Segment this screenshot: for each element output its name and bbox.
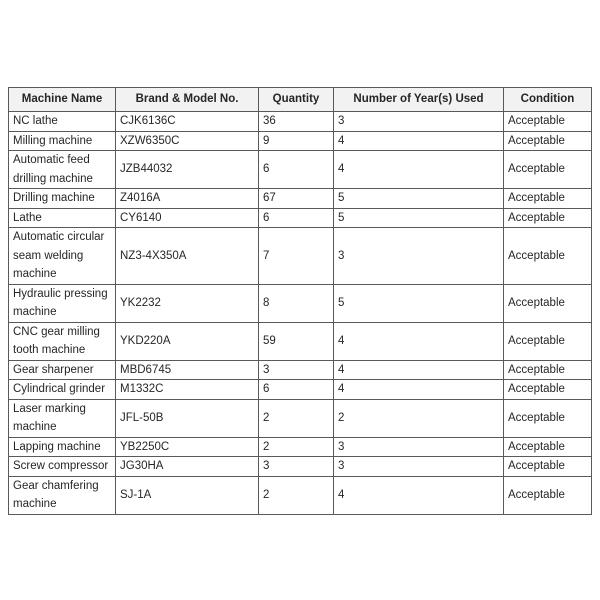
table-row (9, 380, 592, 400)
cell-brand-model: CY6140 (116, 208, 259, 228)
cell-machine-name: Automatic circular seam welding machine (9, 228, 116, 285)
header-row (9, 88, 592, 112)
cell-condition: Acceptable (504, 437, 592, 457)
cell-years-used: 3 (334, 228, 504, 285)
cell-condition: Acceptable (504, 380, 592, 400)
cell-brand-model: JZB44032 (116, 151, 259, 189)
cell-quantity: 2 (259, 437, 334, 457)
cell-years-used: 4 (334, 360, 504, 380)
header-years-used: Number of Year(s) Used (334, 88, 504, 112)
cell-years-used: 5 (334, 189, 504, 209)
table-row (9, 476, 592, 514)
cell-years-used: 4 (334, 151, 504, 189)
cell-machine-name: Lathe (9, 208, 116, 228)
cell-machine-name: Lapping machine (9, 437, 116, 457)
cell-years-used: 3 (334, 112, 504, 132)
cell-years-used: 4 (334, 131, 504, 151)
cell-quantity: 59 (259, 322, 334, 360)
cell-machine-name: NC lathe (9, 112, 116, 132)
cell-brand-model: YK2232 (116, 284, 259, 322)
table-row (9, 189, 592, 209)
cell-brand-model: YKD220A (116, 322, 259, 360)
cell-quantity: 67 (259, 189, 334, 209)
table-row (9, 131, 592, 151)
table-row (9, 399, 592, 437)
table-header (9, 88, 592, 112)
cell-quantity: 2 (259, 476, 334, 514)
cell-machine-name: Laser marking machine (9, 399, 116, 437)
cell-quantity: 2 (259, 399, 334, 437)
cell-machine-name: Automatic feed drilling machine (9, 151, 116, 189)
cell-condition: Acceptable (504, 457, 592, 477)
cell-condition: Acceptable (504, 131, 592, 151)
machine-inventory-table-container (8, 87, 591, 515)
table-row (9, 112, 592, 132)
cell-years-used: 5 (334, 284, 504, 322)
cell-brand-model: CJK6136C (116, 112, 259, 132)
cell-quantity: 36 (259, 112, 334, 132)
cell-machine-name: Hydraulic pressing machine (9, 284, 116, 322)
cell-condition: Acceptable (504, 228, 592, 285)
cell-machine-name: Cylindrical grinder (9, 380, 116, 400)
cell-years-used: 3 (334, 457, 504, 477)
cell-years-used: 4 (334, 380, 504, 400)
cell-brand-model: NZ3-4X350A (116, 228, 259, 285)
cell-brand-model: JFL-50B (116, 399, 259, 437)
table-body (9, 112, 592, 515)
header-quantity: Quantity (259, 88, 334, 112)
cell-quantity: 6 (259, 151, 334, 189)
cell-machine-name: Screw compressor (9, 457, 116, 477)
table-row (9, 457, 592, 477)
cell-brand-model: Z4016A (116, 189, 259, 209)
cell-brand-model: JG30HA (116, 457, 259, 477)
cell-condition: Acceptable (504, 399, 592, 437)
cell-condition: Acceptable (504, 360, 592, 380)
cell-machine-name: Gear chamfering machine (9, 476, 116, 514)
header-machine-name: Machine Name (9, 88, 116, 112)
cell-condition: Acceptable (504, 112, 592, 132)
cell-quantity: 6 (259, 208, 334, 228)
machine-inventory-table (8, 87, 592, 515)
table-row (9, 360, 592, 380)
table-row (9, 208, 592, 228)
header-brand-model: Brand & Model No. (116, 88, 259, 112)
table-row (9, 437, 592, 457)
cell-condition: Acceptable (504, 208, 592, 228)
cell-years-used: 4 (334, 322, 504, 360)
cell-quantity: 6 (259, 380, 334, 400)
cell-quantity: 8 (259, 284, 334, 322)
table-row (9, 322, 592, 360)
header-condition: Condition (504, 88, 592, 112)
cell-machine-name: Drilling machine (9, 189, 116, 209)
table-row (9, 284, 592, 322)
cell-brand-model: MBD6745 (116, 360, 259, 380)
cell-machine-name: Gear sharpener (9, 360, 116, 380)
table-row (9, 151, 592, 189)
cell-quantity: 3 (259, 457, 334, 477)
cell-years-used: 3 (334, 437, 504, 457)
cell-years-used: 2 (334, 399, 504, 437)
cell-machine-name: Milling machine (9, 131, 116, 151)
table-row (9, 228, 592, 285)
cell-years-used: 5 (334, 208, 504, 228)
cell-quantity: 7 (259, 228, 334, 285)
cell-quantity: 9 (259, 131, 334, 151)
cell-brand-model: M1332C (116, 380, 259, 400)
cell-brand-model: SJ-1A (116, 476, 259, 514)
cell-condition: Acceptable (504, 151, 592, 189)
cell-years-used: 4 (334, 476, 504, 514)
cell-condition: Acceptable (504, 322, 592, 360)
cell-condition: Acceptable (504, 284, 592, 322)
cell-brand-model: YB2250C (116, 437, 259, 457)
cell-quantity: 3 (259, 360, 334, 380)
cell-machine-name: CNC gear milling tooth machine (9, 322, 116, 360)
cell-brand-model: XZW6350C (116, 131, 259, 151)
cell-condition: Acceptable (504, 189, 592, 209)
cell-condition: Acceptable (504, 476, 592, 514)
